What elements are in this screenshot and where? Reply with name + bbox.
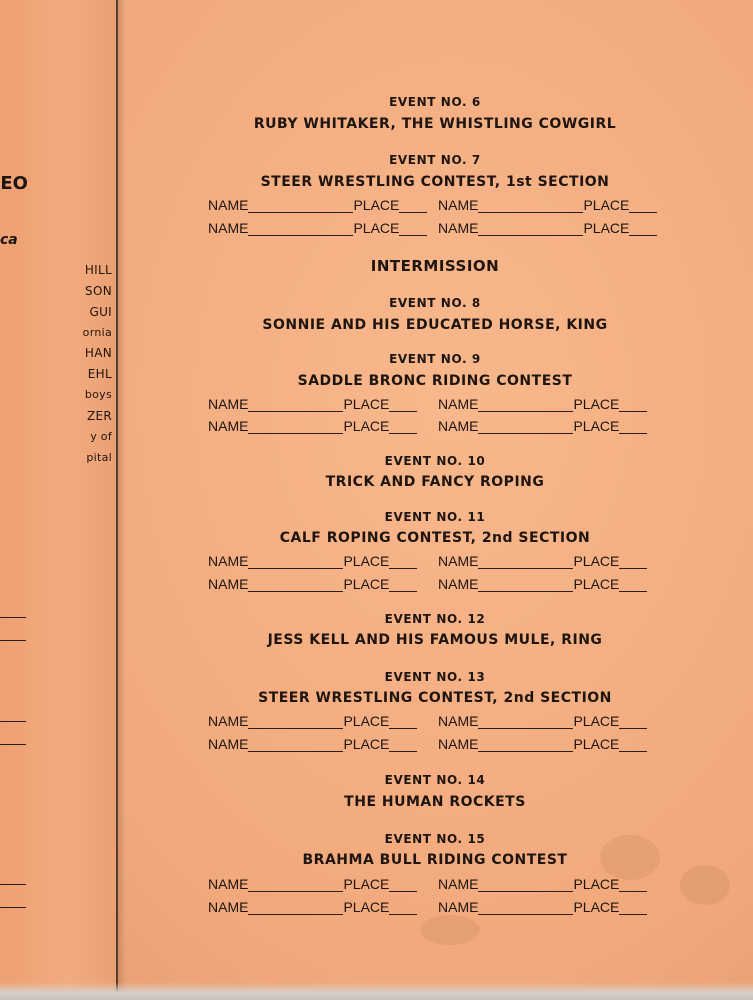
event-number-label: EVENT NO. 15: [384, 832, 486, 846]
place-label: PLACE: [353, 220, 400, 236]
name-blank[interactable]: [478, 200, 583, 213]
place-label: PLACE: [573, 876, 620, 892]
name-blank[interactable]: [478, 879, 573, 892]
place-blank[interactable]: [619, 421, 647, 434]
name-label: NAME: [438, 220, 479, 236]
entry-row: [438, 197, 657, 213]
name-label: NAME: [208, 899, 249, 915]
intermission-heading: INTERMISSION: [370, 257, 500, 275]
entry-row: [208, 418, 417, 434]
name-blank[interactable]: [248, 739, 343, 752]
entry-row: [208, 713, 417, 729]
name-blank[interactable]: [478, 739, 573, 752]
event-title: CALF ROPING CONTEST, 2nd SECTION: [279, 530, 591, 546]
entry-row: [208, 876, 417, 892]
name-blank[interactable]: [478, 902, 573, 915]
event-title: BRAHMA BULL RIDING CONTEST: [302, 852, 568, 868]
event-title: RUBY WHITAKER, THE WHISTLING COWGIRL: [253, 116, 617, 132]
place-blank[interactable]: [389, 716, 417, 729]
left-panel-rule: [0, 640, 26, 641]
left-panel-subtitle-fragment: ca: [0, 232, 18, 248]
event-number-label: EVENT NO. 7: [389, 153, 481, 167]
torn-bottom-edge: [0, 982, 753, 1000]
name-label: NAME: [208, 876, 249, 892]
left-panel-rule: [0, 721, 26, 722]
left-panel-line: HAN: [84, 346, 112, 360]
left-panel-line: ornia: [82, 326, 112, 339]
left-panel-line: y of: [90, 430, 112, 443]
events-column: [120, 0, 753, 1000]
place-label: PLACE: [343, 736, 390, 752]
name-blank[interactable]: [248, 879, 343, 892]
entry-row: [208, 553, 417, 569]
name-label: NAME: [208, 553, 249, 569]
place-blank[interactable]: [389, 879, 417, 892]
entry-row: [438, 220, 657, 236]
name-label: NAME: [438, 876, 479, 892]
event-number-label: EVENT NO. 9: [389, 352, 481, 366]
name-label: NAME: [208, 576, 249, 592]
name-blank[interactable]: [478, 223, 583, 236]
event-title: TRICK AND FANCY ROPING: [325, 474, 545, 490]
left-panel-line: SON: [85, 284, 112, 298]
event-title: STEER WRESTLING CONTEST, 2nd SECTION: [258, 690, 612, 706]
event-title: THE HUMAN ROCKETS: [344, 794, 526, 810]
place-label: PLACE: [343, 396, 390, 412]
event-number-label: EVENT NO. 8: [389, 296, 481, 310]
name-label: NAME: [208, 396, 249, 412]
name-label: NAME: [438, 899, 479, 915]
entry-row: [438, 576, 647, 592]
event-number-label: EVENT NO. 12: [384, 612, 486, 626]
left-panel-line: EHL: [87, 367, 112, 381]
name-blank[interactable]: [248, 421, 343, 434]
place-blank[interactable]: [619, 879, 647, 892]
name-blank[interactable]: [248, 579, 343, 592]
place-blank[interactable]: [399, 223, 427, 236]
place-blank[interactable]: [629, 200, 657, 213]
place-blank[interactable]: [619, 716, 647, 729]
event-number-label: EVENT NO. 11: [384, 510, 486, 524]
name-blank[interactable]: [478, 399, 573, 412]
entry-row: [438, 553, 647, 569]
name-label: NAME: [438, 197, 479, 213]
place-blank[interactable]: [619, 739, 647, 752]
name-blank[interactable]: [248, 716, 343, 729]
place-label: PLACE: [353, 197, 400, 213]
name-label: NAME: [438, 418, 479, 434]
entry-row: [208, 576, 417, 592]
left-panel-line: ZER: [86, 409, 112, 423]
place-blank[interactable]: [399, 200, 427, 213]
left-panel-rule: [0, 617, 26, 618]
place-blank[interactable]: [389, 399, 417, 412]
place-blank[interactable]: [629, 223, 657, 236]
left-panel-rule: [0, 744, 26, 745]
place-blank[interactable]: [389, 421, 417, 434]
left-panel-line: pital: [86, 451, 112, 464]
name-blank[interactable]: [478, 716, 573, 729]
left-panel-line: HILL: [84, 263, 112, 277]
place-label: PLACE: [343, 713, 390, 729]
left-folded-panel: [0, 0, 116, 1000]
place-blank[interactable]: [389, 579, 417, 592]
entry-row: [438, 713, 647, 729]
place-label: PLACE: [343, 553, 390, 569]
place-blank[interactable]: [619, 556, 647, 569]
name-blank[interactable]: [248, 200, 353, 213]
entry-row: [438, 876, 647, 892]
event-number-label: EVENT NO. 13: [384, 670, 486, 684]
place-label: PLACE: [583, 197, 630, 213]
left-panel-line: boys: [84, 388, 112, 401]
name-blank[interactable]: [478, 556, 573, 569]
entry-row: [208, 220, 427, 236]
name-label: NAME: [438, 553, 479, 569]
place-label: PLACE: [573, 576, 620, 592]
place-label: PLACE: [583, 220, 630, 236]
name-blank[interactable]: [248, 556, 343, 569]
entry-row: [208, 396, 417, 412]
place-label: PLACE: [343, 576, 390, 592]
entry-row: [438, 899, 647, 915]
entry-row: [438, 418, 647, 434]
place-label: PLACE: [573, 713, 620, 729]
name-label: NAME: [208, 713, 249, 729]
event-number-label: EVENT NO. 10: [384, 454, 486, 468]
name-blank[interactable]: [248, 223, 353, 236]
name-blank[interactable]: [248, 399, 343, 412]
entry-row: [208, 736, 417, 752]
left-panel-rule: [0, 907, 26, 908]
name-label: NAME: [438, 713, 479, 729]
name-label: NAME: [438, 736, 479, 752]
place-label: PLACE: [573, 736, 620, 752]
place-blank[interactable]: [389, 739, 417, 752]
event-number-label: EVENT NO. 6: [389, 95, 481, 109]
event-title: SADDLE BRONC RIDING CONTEST: [297, 373, 573, 389]
left-panel-title-fragment: EO: [0, 173, 28, 194]
name-label: NAME: [208, 197, 249, 213]
name-label: NAME: [208, 736, 249, 752]
place-label: PLACE: [343, 876, 390, 892]
name-label: NAME: [208, 418, 249, 434]
event-title: STEER WRESTLING CONTEST, 1st SECTION: [260, 174, 610, 190]
name-label: NAME: [438, 576, 479, 592]
entry-row: [438, 736, 647, 752]
place-label: PLACE: [343, 418, 390, 434]
name-blank[interactable]: [248, 902, 343, 915]
left-panel-line: GUI: [89, 305, 112, 319]
place-blank[interactable]: [619, 579, 647, 592]
entry-row: [438, 396, 647, 412]
place-label: PLACE: [573, 396, 620, 412]
place-label: PLACE: [343, 899, 390, 915]
entry-row: [208, 197, 427, 213]
place-blank[interactable]: [619, 902, 647, 915]
place-label: PLACE: [573, 418, 620, 434]
name-label: NAME: [208, 220, 249, 236]
place-blank[interactable]: [619, 399, 647, 412]
left-panel-rule: [0, 884, 26, 885]
place-label: PLACE: [573, 553, 620, 569]
place-blank[interactable]: [389, 556, 417, 569]
event-title: SONNIE AND HIS EDUCATED HORSE, KING: [262, 317, 608, 333]
event-title: JESS KELL AND HIS FAMOUS MULE, RING: [267, 632, 603, 648]
entry-row: [208, 899, 417, 915]
name-blank[interactable]: [478, 579, 573, 592]
place-blank[interactable]: [389, 902, 417, 915]
event-number-label: EVENT NO. 14: [384, 773, 486, 787]
place-label: PLACE: [573, 899, 620, 915]
name-label: NAME: [438, 396, 479, 412]
name-blank[interactable]: [478, 421, 573, 434]
